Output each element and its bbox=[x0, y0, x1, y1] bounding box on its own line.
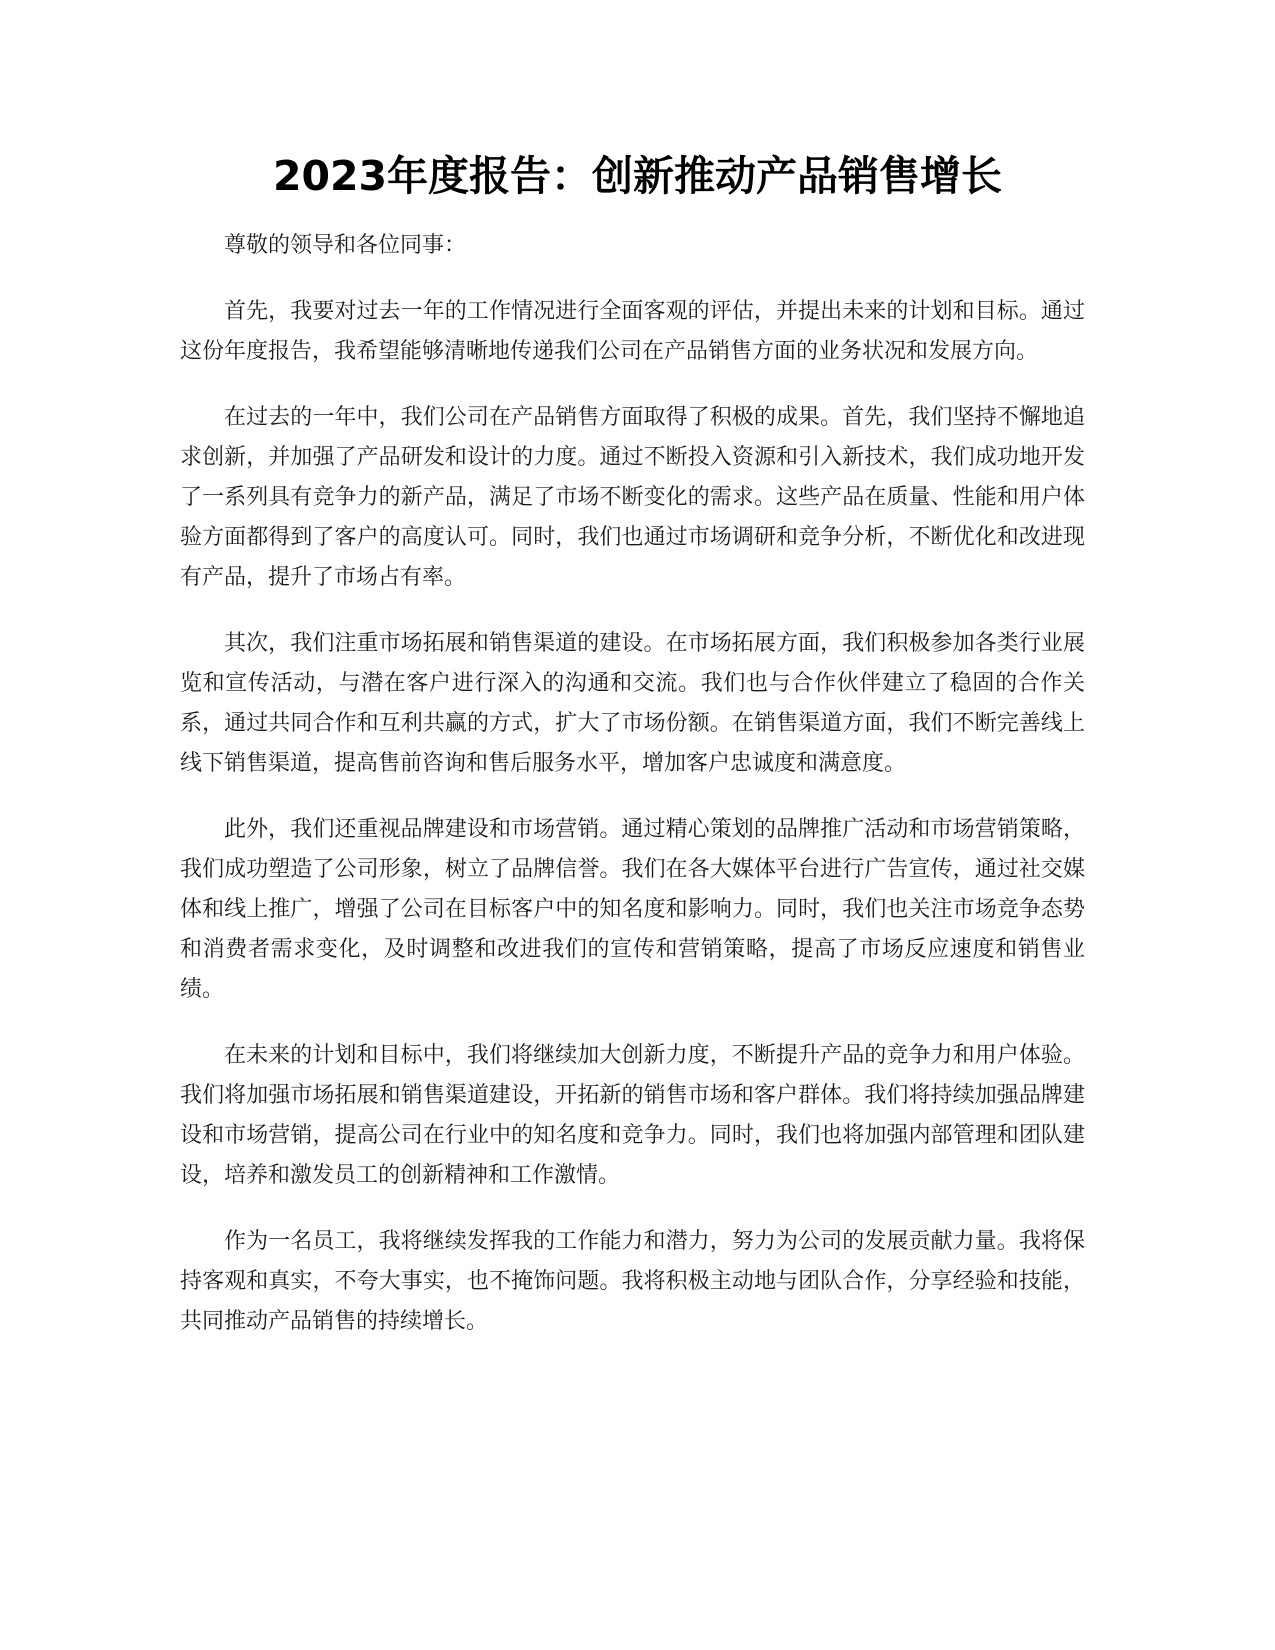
paragraph-intro: 首先，我要对过去一年的工作情况进行全面客观的评估，并提出未来的计划和目标。通过这份年度报告，我希望能够清晰地传递我们公司在产品销售方面的业务状况和发展方向。 bbox=[180, 299, 1085, 364]
salutation: 尊敬的领导和各位同事： bbox=[224, 233, 467, 258]
document-title: 2023年度报告：创新推动产品销售增长 bbox=[272, 152, 1003, 200]
document-body bbox=[180, 226, 1085, 1368]
paragraph-market-channels: 其次，我们注重市场拓展和销售渠道的建设。在市场拓展方面，我们积极参加各类行业展览和宣传活动，与潜在客户进行深入的沟通和交流。我们也与合作伙伴建立了稳固的合作关系，通过共同合作和互利共赢的方式，扩大了市场份额。在销售渠道方面，我们不断完善线上线下销售渠道，提高售前咨询和售后服务水平，增加客户忠诚度和满意度。 bbox=[180, 631, 1085, 776]
paragraph-branding: 此外，我们还重视品牌建设和市场营销。通过精心策划的品牌推广活动和市场营销策略，我们成功塑造了公司形象，树立了品牌信誉。我们在各大媒体平台进行广告宣传，通过社交媒体和线上推广，增强了公司在目标客户中的知名度和影响力。同时，我们也关注市场竞争态势和消费者需求变化，及时调整和改进我们的宣传和营销策略，提高了市场反应速度和销售业绩。 bbox=[180, 817, 1085, 1002]
paragraph-innovation: 在过去的一年中，我们公司在产品销售方面取得了积极的成果。首先，我们坚持不懈地追求创新，并加强了产品研发和设计的力度。通过不断投入资源和引入新技术，我们成功地开发了一系列具有竞争力的新产品，满足了市场不断变化的需求。这些产品在质量、性能和用户体验方面都得到了客户的高度认可。同时，我们也通过市场调研和竞争分析，不断优化和改进现有产品，提升了市场占有率。 bbox=[180, 405, 1085, 590]
paragraph-future-plans: 在未来的计划和目标中，我们将继续加大创新力度，不断提升产品的竞争力和用户体验。我们将加强市场拓展和销售渠道建设，开拓新的销售市场和客户群体。我们将持续加强品牌建设和市场营销，提高公司在行业中的知名度和竞争力。同时，我们也将加强内部管理和团队建设，培养和激发员工的创新精神和工作激情。 bbox=[180, 1043, 1085, 1188]
paragraph-closing: 作为一名员工，我将继续发挥我的工作能力和潜力，努力为公司的发展贡献力量。我将保持客观和真实，不夸大事实，也不掩饰问题。我将积极主动地与团队合作，分享经验和技能，共同推动产品销售的持续增长。 bbox=[180, 1229, 1085, 1334]
